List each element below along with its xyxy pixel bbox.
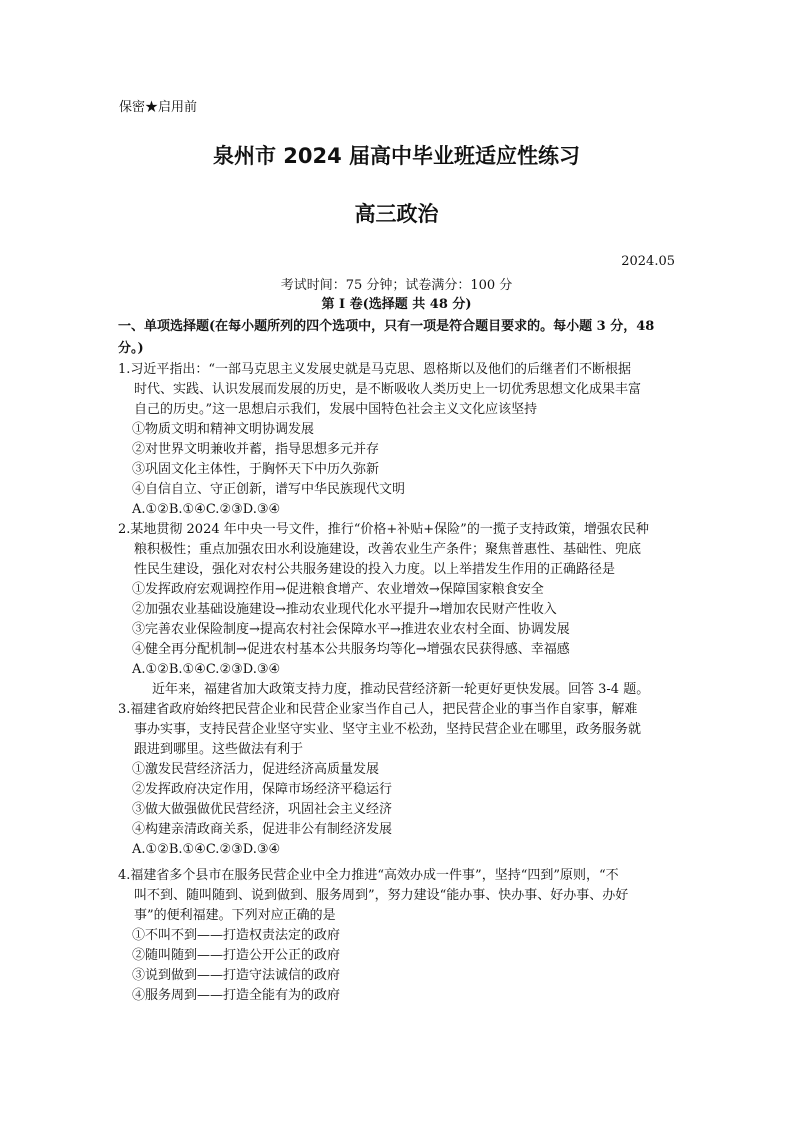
question-stem: 叫不到、随叫随到、说到做到、服务周到”，努力建设“能办事、快办事、好办事、办好	[134, 888, 629, 903]
question-stem: 粮积极性；重点加强农田水利设施建设，改善农业生产条件；聚焦普惠性、基础性、兜底	[134, 542, 642, 557]
question-2	[118, 520, 680, 680]
statement-option: ②随叫随到——打造公开公正的政府	[132, 948, 341, 963]
section-heading	[118, 316, 678, 360]
confidential-label: 保密★启用前	[119, 100, 198, 115]
statement-option: ③完善农业保险制度→提高农村社会保障水平→推进农业农村全面、协调发展	[132, 622, 570, 637]
question-stem: 跟进到哪里。这些做法有利于	[134, 742, 304, 757]
statement-option: ③说到做到——打造守法诚信的政府	[132, 968, 341, 983]
question-stem: 1.习近平指出：“一部马克思主义发展史就是马克思、恩格斯以及他们的后继者们不断根据	[118, 362, 632, 377]
answer-choices: A.①②B.①④C.②③D.③④	[132, 502, 281, 517]
question-stem: 性民生建设，强化对农村公共服务建设的投入力度。以上举措发生作用的正确路径是	[134, 562, 616, 577]
exam-title: 泉州市 2024 届高中毕业班适应性练习	[212, 144, 581, 168]
exam-info: 考试时间：75 分钟；试卷满分：100 分	[280, 278, 513, 293]
question-1	[118, 360, 680, 520]
section-heading-line2: 分。)	[118, 341, 144, 356]
question-stem: 事”的便利福建。下列对应正确的是	[134, 908, 336, 923]
question-stem: 2.某地贯彻 2024 年中央一号文件，推行“价格+补贴+保险”的一揽子支持政策，增强农民种	[118, 522, 649, 537]
section-heading-line1: 一、单项选择题(在每小题所列的四个选项中，只有一项是符合题目要求的。每小题 3 分，48	[118, 319, 655, 334]
passage-intro: 近年来，福建省加大政策支持力度，推动民营经济新一轮更好更快发展。回答 3-4 题。	[152, 682, 650, 697]
question-stem: 3.福建省政府始终把民营企业和民营企业家当作自己人，把民营企业的事当作自家事，解难	[118, 702, 638, 717]
question-3	[118, 700, 680, 860]
statement-option: ①物质文明和精神文明协调发展	[132, 422, 315, 437]
statement-option: ③巩固文化主体性，于胸怀天下中历久弥新	[132, 462, 380, 477]
volume-heading: 第 I 卷(选择题 共 48 分)	[321, 297, 472, 312]
answer-choices: A.①②B.①④C.②③D.③④	[132, 662, 281, 677]
statement-option: ④健全再分配机制→促进农村基本公共服务均等化→增强农民获得感、幸福感	[132, 642, 570, 657]
answer-choices: A.①②B.①④C.②③D.③④	[132, 842, 281, 857]
question-4	[118, 866, 680, 1006]
statement-option: ②对世界文明兼收并蓄，指导思想多元并存	[132, 442, 380, 457]
statement-option: ②发挥政府决定作用，保障市场经济平稳运行	[132, 782, 393, 797]
statement-option: ①发挥政府宏观调控作用→促进粮食增产、农业增效→保障国家粮食安全	[132, 582, 544, 597]
question-list	[118, 360, 680, 1006]
question-stem: 时代、实践、认识发展而发展的历史，是不断吸收人类历史上一切优秀思想文化成果丰富	[134, 382, 642, 397]
question-stem: 自己的历史。”这一思想启示我们，发展中国特色社会主义文化应该坚持	[134, 402, 538, 417]
question-stem: 事办实事，支持民营企业坚守实业、坚守主业不松劲，坚持民营企业在哪里，政务服务就	[134, 722, 642, 737]
statement-option: ①不叫不到——打造权责法定的政府	[132, 928, 341, 943]
statement-option: ①激发民营经济活力，促进经济高质量发展	[132, 762, 380, 777]
statement-option: ③做大做强做优民营经济，巩固社会主义经济	[132, 802, 393, 817]
statement-option: ④构建亲清政商关系，促进非公有制经济发展	[132, 822, 393, 837]
statement-option: ④自信自立、守正创新，谱写中华民族现代文明	[132, 482, 406, 497]
subject-title: 高三政治	[354, 202, 439, 226]
statement-option: ②加强农业基础设施建设→推动农业现代化水平提升→增加农民财产性收入	[132, 602, 557, 617]
statement-option: ④服务周到——打造全能有为的政府	[132, 988, 341, 1003]
exam-date: 2024.05	[621, 254, 675, 269]
question-stem: 4.福建省多个县市在服务民营企业中全力推进“高效办成一件事”，坚持“四到”原则，“不	[118, 868, 619, 883]
